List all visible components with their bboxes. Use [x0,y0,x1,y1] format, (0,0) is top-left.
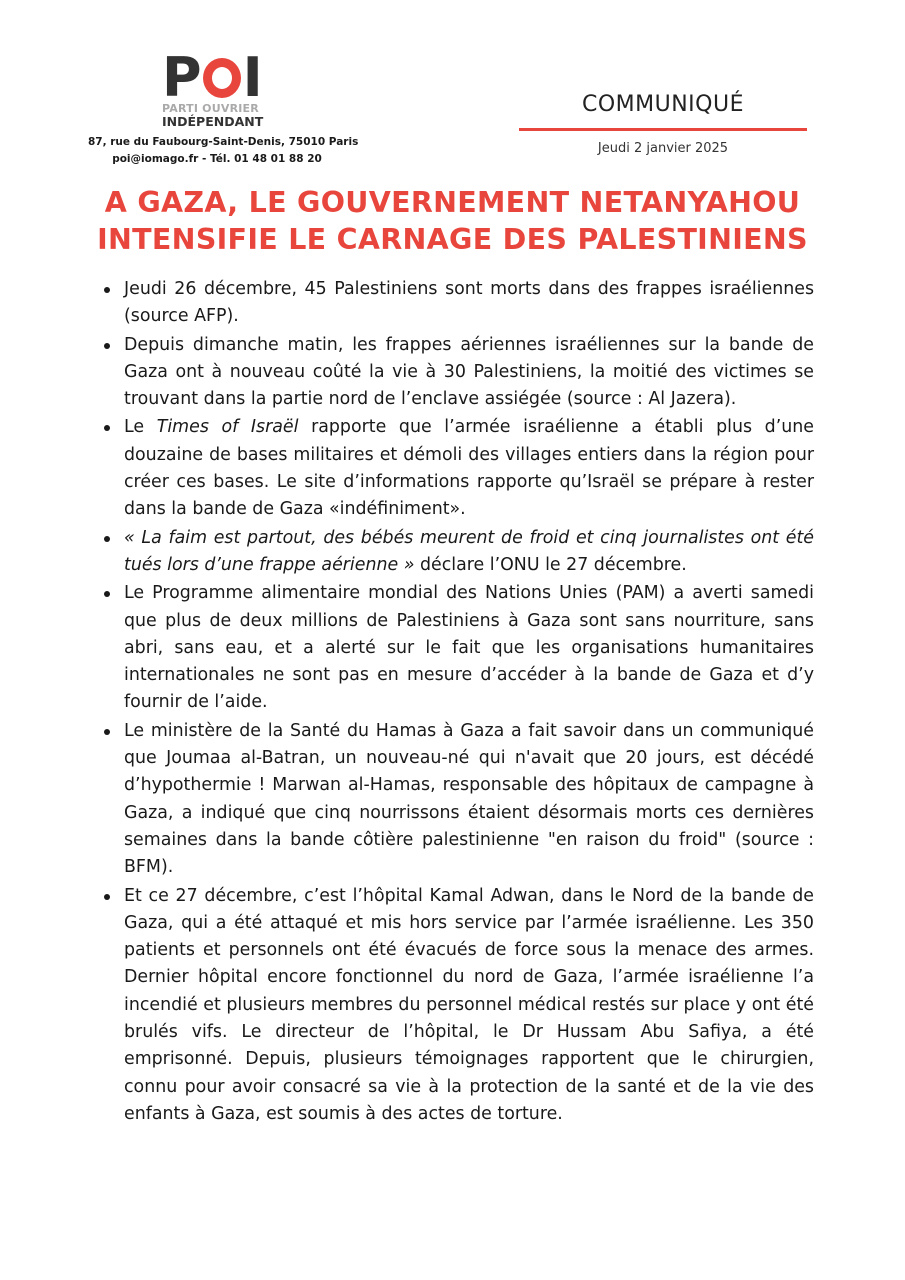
bullet-text-3-italic: Times of Israël [156,417,299,438]
logo-subtitle-2: INDÉPENDANT [162,114,264,129]
headline [40,184,865,258]
bullet-item-3 [104,414,814,523]
poi-logo [162,46,278,129]
bullet-text-7: Et ce 27 décembre, c’est l’hôpital Kamal Adwan, dans le Nord de la bande de Gaza, qui a été attaqué et mis hors service par l’armée israélienne. Les 350 patients et personnels ont été évacués de force sous la menace des armes. Dernier hôpital encore fonctionnel du nord de Gaza, l’armée israélienne l’a incendié et plusieurs membres du personnel médical restés sur place y ont été brulés vifs. Le directeur de l’hôpital, le Dr Hussam Abu Safiya, a été emprisonné. Depuis, plusieurs témoignages rapportent que le chirurgien, connu pour avoir consacré sa vie à la protection de la santé et de la vie des enfants à Gaza, est soumis à des actes de torture. [124,885,814,1124]
communique-header [519,88,807,156]
bullet-text-5: Le Programme alimentaire mondial des Nations Unies (PAM) a averti samedi que plus de deux millions de Palestiniens à Gaza sont sans nourriture, sans abri, sans eau, et a alerté sur le fait que les organisations humanitaires internationales ne sont pas en mesure d’accéder à la bande de Gaza et d’y fournir de l’aide. [124,583,814,713]
logo-ring-icon [203,58,241,98]
bullet-item-7 [104,883,814,1129]
communique-title: COMMUNIQUÉ [581,92,744,117]
headline-line-2: INTENSIFIE LE CARNAGE DES PALESTINIENS [97,223,808,256]
bullet-item-1 [104,276,814,331]
bullet-item-6 [104,718,814,882]
logo-letter-p: P [162,46,201,109]
address-contact: poi@iomago.fr - Tél. 01 48 01 88 20 [112,153,322,165]
bullet-item-2 [104,332,814,414]
bullet-item-4 [104,525,814,580]
bullet-text-1: Jeudi 26 décembre, 45 Palestiniens sont morts dans des frappes israéliennes (source AFP). [124,279,814,327]
address-street: 87, rue du Faubourg-Saint-Denis, 75010 Paris [88,136,359,148]
bullet-text-4-post: déclare l’ONU le 27 décembre. [414,554,687,575]
bullet-item-5 [104,580,814,716]
headline-line-1: A GAZA, LE GOUVERNEMENT NETANYAHOU [104,186,801,219]
bullet-text-6: Le ministère de la Santé du Hamas à Gaza a fait savoir dans un communiqué que Joumaa al-Batran, un nouveau-né qui n'avait que 20 jours, est décédé d’hypothermie ! Marwan al-Hamas, responsable des hôpitaux de campagne à Gaza, a indiqué que cinq nourrissons étaient désormais morts ces dernières semaines dans la bande côtière palestinienne "en raison du froid" (source : BFM). [124,720,814,878]
bullet-list [104,276,814,1129]
address-block [88,134,359,168]
logo-letter-i: I [242,46,262,109]
bullet-text-2: Depuis dimanche matin, les frappes aériennes israéliennes sur la bande de Gaza ont à nouveau coûté la vie à 30 Palestiniens, la moitié des victimes se trouvant dans la partie nord de l’enclave assiégée (source : Al Jazera). [124,334,814,410]
communique-divider [519,128,807,131]
bullet-text-3-post: rapporte que l’armée israélienne a établi plus d’une douzaine de bases militaires et démoli des villages entiers dans la région pour créer ces bases. Le site d’informations rapporte qu’Israël se prépare à rester dans la bande de Gaza «indéfiniment». [124,417,814,520]
bullet-text-3-pre: Le [124,417,157,438]
bullet-text-4-quote: « La faim est partout, des bébés meurent de froid et cinq journalistes ont été tués lors d’une frappe aérienne » [124,527,814,575]
logo-subtitle-1: PARTI OUVRIER [162,102,259,115]
communique-date: Jeudi 2 janvier 2025 [597,141,729,156]
